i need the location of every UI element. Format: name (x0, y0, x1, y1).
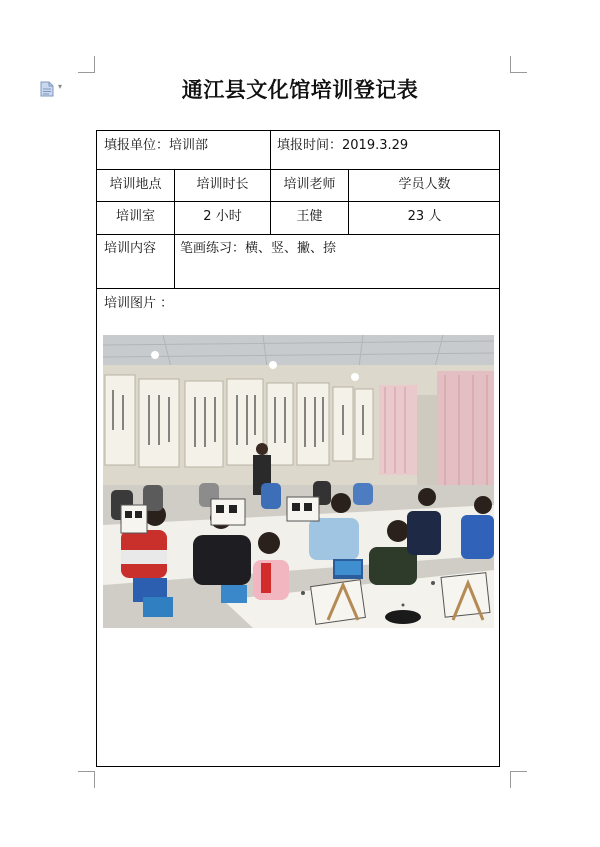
caret-down-icon[interactable]: ▾ (58, 82, 63, 91)
header-duration: 培训时长 (196, 177, 249, 192)
training-photo (103, 335, 494, 628)
row-divider (97, 169, 499, 170)
photo-label: 培训图片 ： (104, 296, 174, 311)
report-unit: 填报单位：培训部 (104, 138, 209, 153)
header-location: 培训地点 (109, 177, 162, 192)
value-students: 23 人 (407, 209, 442, 224)
page-title: 通江县文化馆培训登记表 (181, 77, 419, 102)
content-value: 笔画练习：横、竖、撇、捺 (180, 241, 337, 256)
row-divider (97, 288, 499, 289)
col-divider (270, 131, 271, 169)
row-divider (97, 201, 499, 202)
row-divider (97, 234, 499, 235)
value-location: 培训室 (115, 209, 155, 224)
value-duration: 2 小时 (203, 209, 242, 224)
report-time: 填报时间：2019.3.29 (277, 138, 409, 153)
crop-mark-bottom-right (510, 771, 527, 788)
crop-mark-bottom-left (78, 771, 95, 788)
crop-mark-top-right (510, 56, 527, 73)
classroom-photo-illustration (103, 335, 494, 628)
value-teacher: 王健 (296, 209, 323, 224)
header-teacher: 培训老师 (283, 177, 336, 192)
registration-form-table (96, 130, 500, 767)
header-students: 学员人数 (398, 177, 451, 192)
content-label: 培训内容 (104, 241, 157, 256)
crop-mark-top-left (78, 56, 95, 73)
